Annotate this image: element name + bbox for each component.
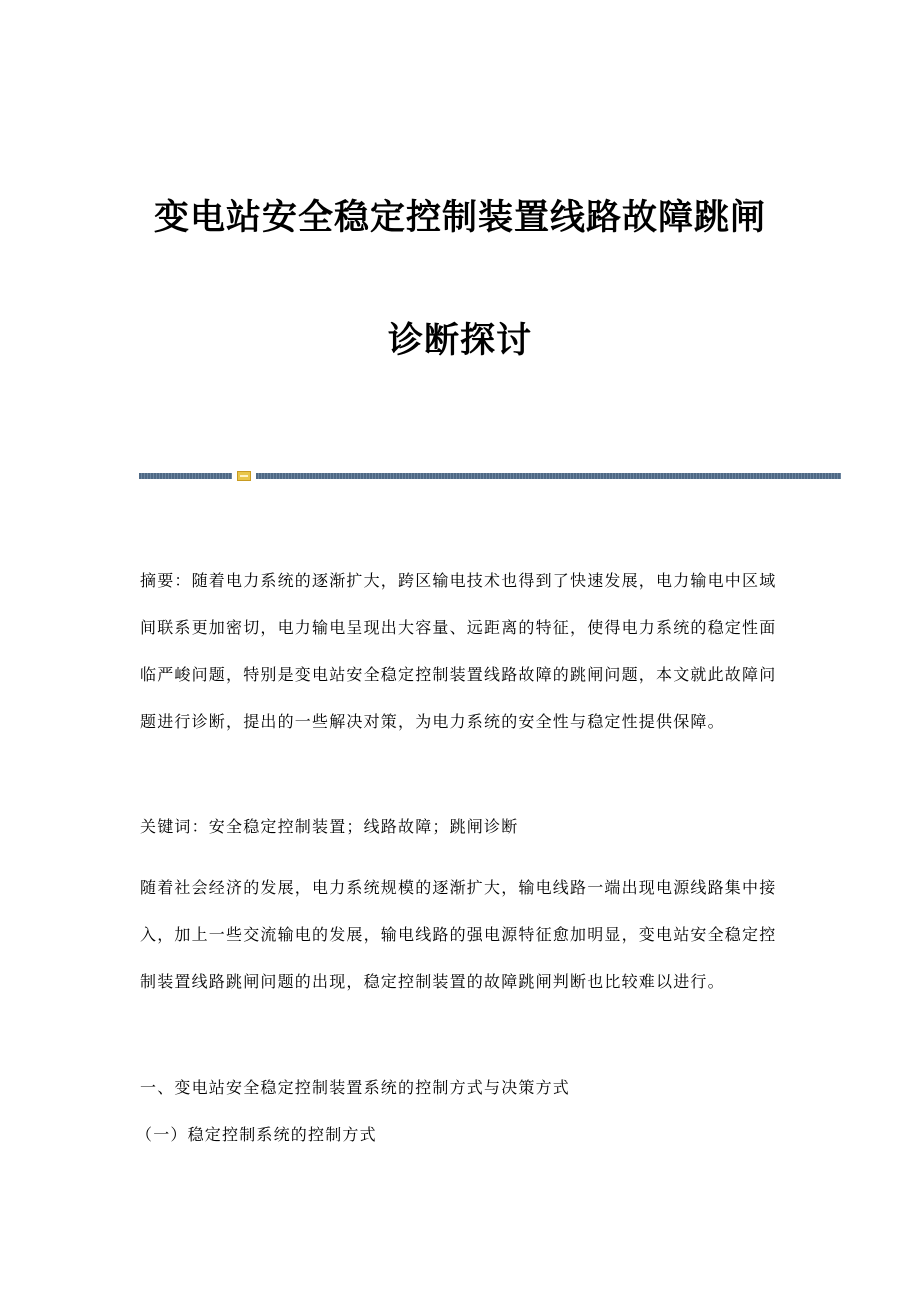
divider-badge-icon [237, 471, 251, 481]
intro-paragraph: 随着社会经济的发展，电力系统规模的逐渐扩大，输电线路一端出现电源线路集中接入，加上一些交流输电的发展，输电线路的强电源特征愈加明显，变电站安全稳定控制装置线路跳闸问题的出现，稳定控制装置的故障跳闸判断也比较难以进行。 [140, 878, 777, 991]
title-divider [139, 471, 841, 481]
keywords-line: 关键词：安全稳定控制装置；线路故障；跳闸诊断 [140, 817, 519, 836]
abstract-paragraph: 摘要：随着电力系统的逐渐扩大，跨区输电技术也得到了快速发展，电力输电中区域间联系更加密切，电力输电呈现出大容量、远距离的特征，使得电力系统的稳定性面临严峻问题，特别是变电站安全稳定控制装置线路故障的跳闸问题，本文就此故障问题进行诊断，提出的一些解决对策，为电力系统的安全性与稳定性提供保障。 [140, 571, 777, 731]
document-title-line-2: 诊断探讨 [387, 320, 532, 361]
divider-bar-right [256, 473, 841, 479]
divider-bar-left [139, 473, 232, 479]
subsection-heading-1: （一）稳定控制系统的控制方式 [136, 1125, 377, 1144]
document-title-line-1: 变电站安全稳定控制装置线路故障跳闸 [153, 197, 766, 238]
section-heading-1: 一、变电站安全稳定控制装置系统的控制方式与决策方式 [140, 1078, 571, 1097]
